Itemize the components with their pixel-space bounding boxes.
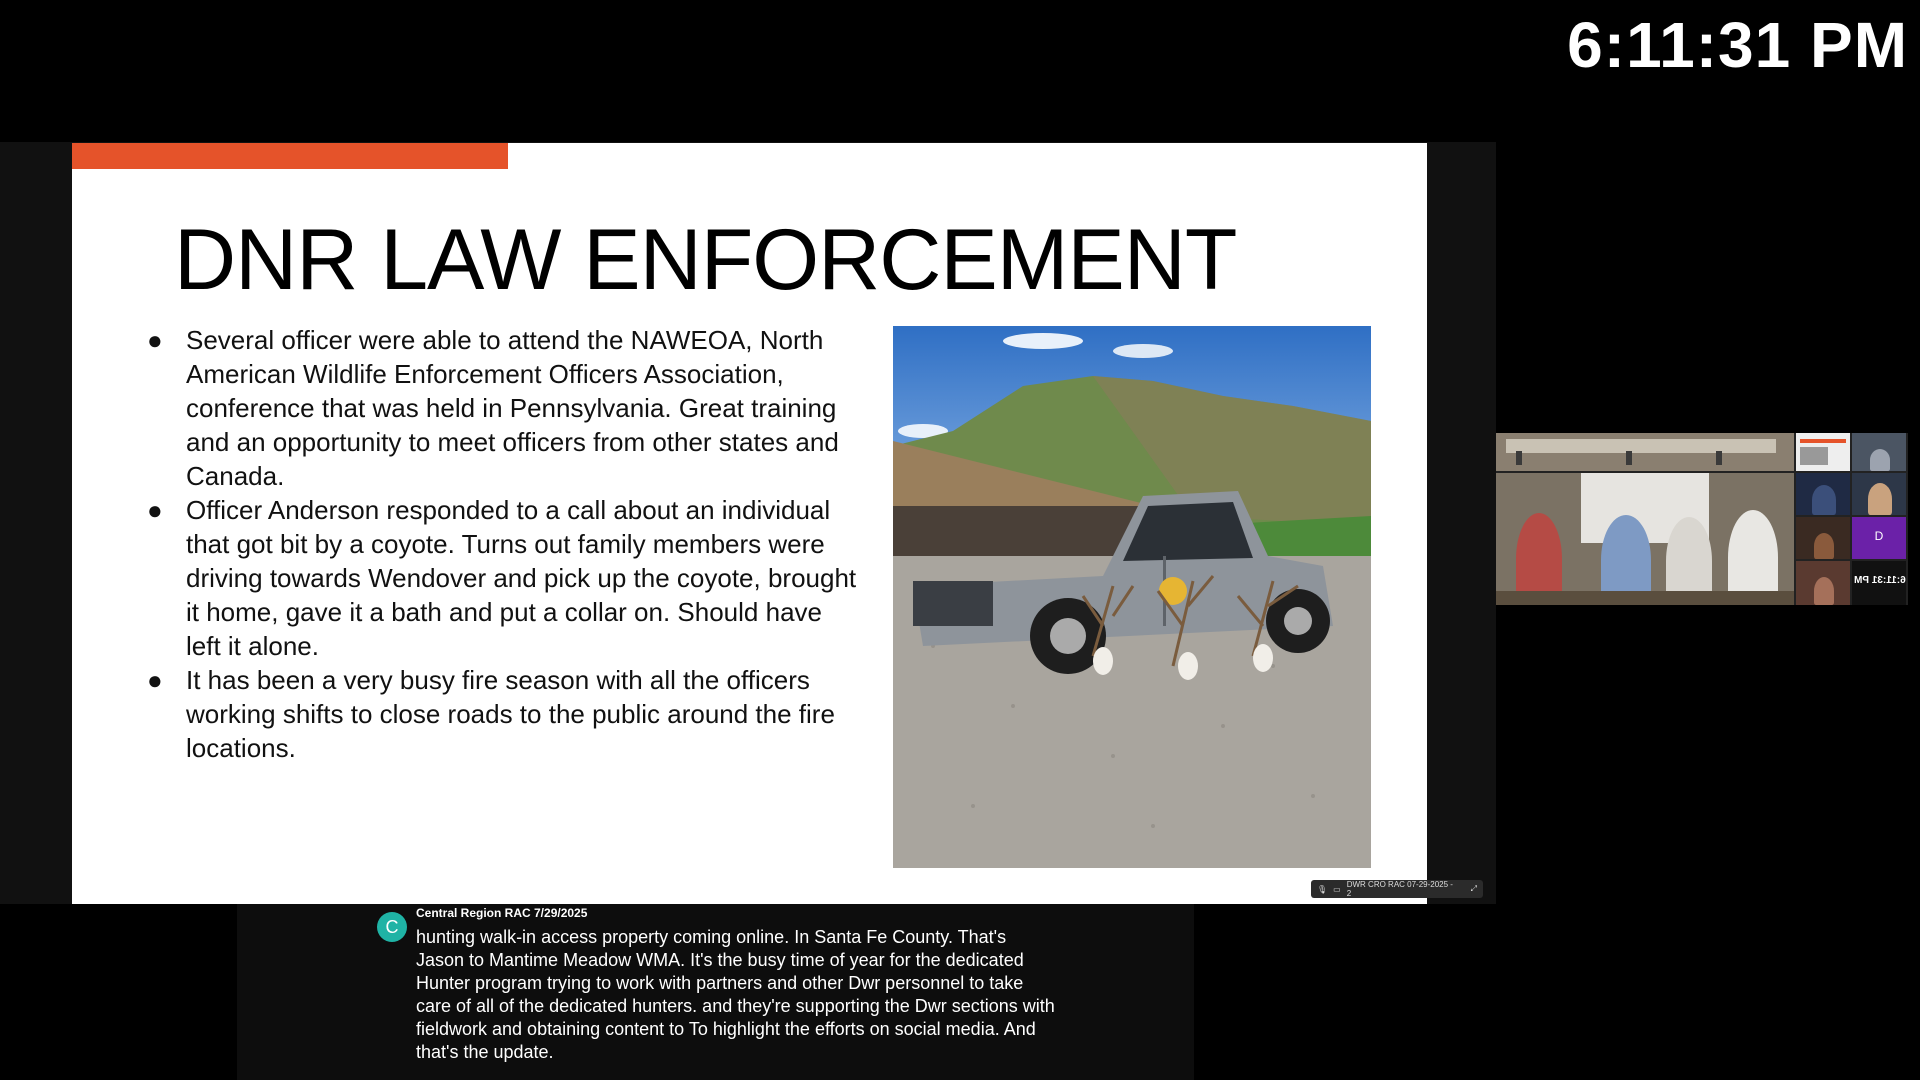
participant-tile-user-d[interactable] — [1852, 517, 1906, 559]
caption-panel — [237, 904, 1194, 1080]
participant-clock-text: 6:11:31 PM — [1854, 575, 1906, 586]
bullet-marker: ● — [147, 325, 163, 355]
mic-off-icon[interactable]: 🎙 — [1317, 884, 1328, 894]
participant-tile-user-3[interactable] — [1852, 473, 1906, 515]
slide-bullet-text: Officer Anderson responded to a call about an individual that got bit by a coyote. Turns out family members were driving towards Wendover and pick up the coyote, brought it home, gave it a bath and put a collar on. Should have left it alone. — [186, 495, 857, 661]
slide-accent-bar — [72, 143, 508, 169]
bullet-marker: ● — [147, 665, 163, 695]
participant-tile-user-2[interactable] — [1796, 473, 1850, 515]
slide-bullet-text: Several officer were able to attend the NAWEOA, North American Wildlife Enforcement Officers Association, conference that was held in Pennsylvania. Great training and an opportunity to meet officers from other states and Canada. — [186, 325, 839, 491]
participant-tile-clock[interactable] — [1852, 561, 1906, 605]
presentation-slide — [72, 143, 1427, 904]
clock-display: 6:11:31 PM — [1567, 9, 1908, 81]
camera-off-icon[interactable]: ▭ — [1333, 884, 1341, 894]
slide-bullet-text: It has been a very busy fire season with all the officers working shifts to close roads to the public around the fire locations. — [186, 665, 835, 763]
slide-bullet — [142, 323, 862, 493]
participant-tile-user-5[interactable] — [1796, 561, 1850, 605]
slide-bullet-list — [142, 323, 862, 765]
slide-title: DNR LAW ENFORCEMENT — [174, 212, 1237, 308]
participant-initial: D — [1874, 529, 1884, 543]
video-overlay-label: DWR CRO RAC 07-29-2025 - 2 — [1346, 880, 1453, 898]
slide-photo — [893, 326, 1371, 868]
expand-icon[interactable]: ⤢ — [1470, 884, 1477, 893]
participant-gallery — [1496, 433, 1908, 605]
truck-photo-illustration — [893, 326, 1371, 868]
video-overlay-bar — [1311, 880, 1483, 898]
caption-avatar: C — [377, 912, 407, 942]
participant-tile-user-1[interactable] — [1852, 433, 1906, 471]
caption-speaker-name: Central Region RAC 7/29/2025 — [416, 906, 588, 920]
participant-tile-screen[interactable] — [1796, 433, 1850, 471]
bullet-marker: ● — [147, 495, 163, 525]
participant-tile-user-4[interactable] — [1796, 517, 1850, 559]
participant-tile-room-main[interactable] — [1496, 473, 1794, 605]
participant-tile-room-wide[interactable] — [1496, 433, 1794, 471]
slide-bullet — [142, 663, 862, 765]
caption-text: hunting walk-in access property coming online. In Santa Fe County. That's Jason to Mantime Meadow WMA. It's the busy time of year for the dedicated Hunter program trying to work with partners and other Dwr personnel to take care of all of the dedicated hunters. and they're supporting the Dwr sections with fieldwork and obtaining content to To highlight the efforts on social media. And that's the update. — [416, 927, 1055, 1062]
slide-bullet — [142, 493, 862, 663]
